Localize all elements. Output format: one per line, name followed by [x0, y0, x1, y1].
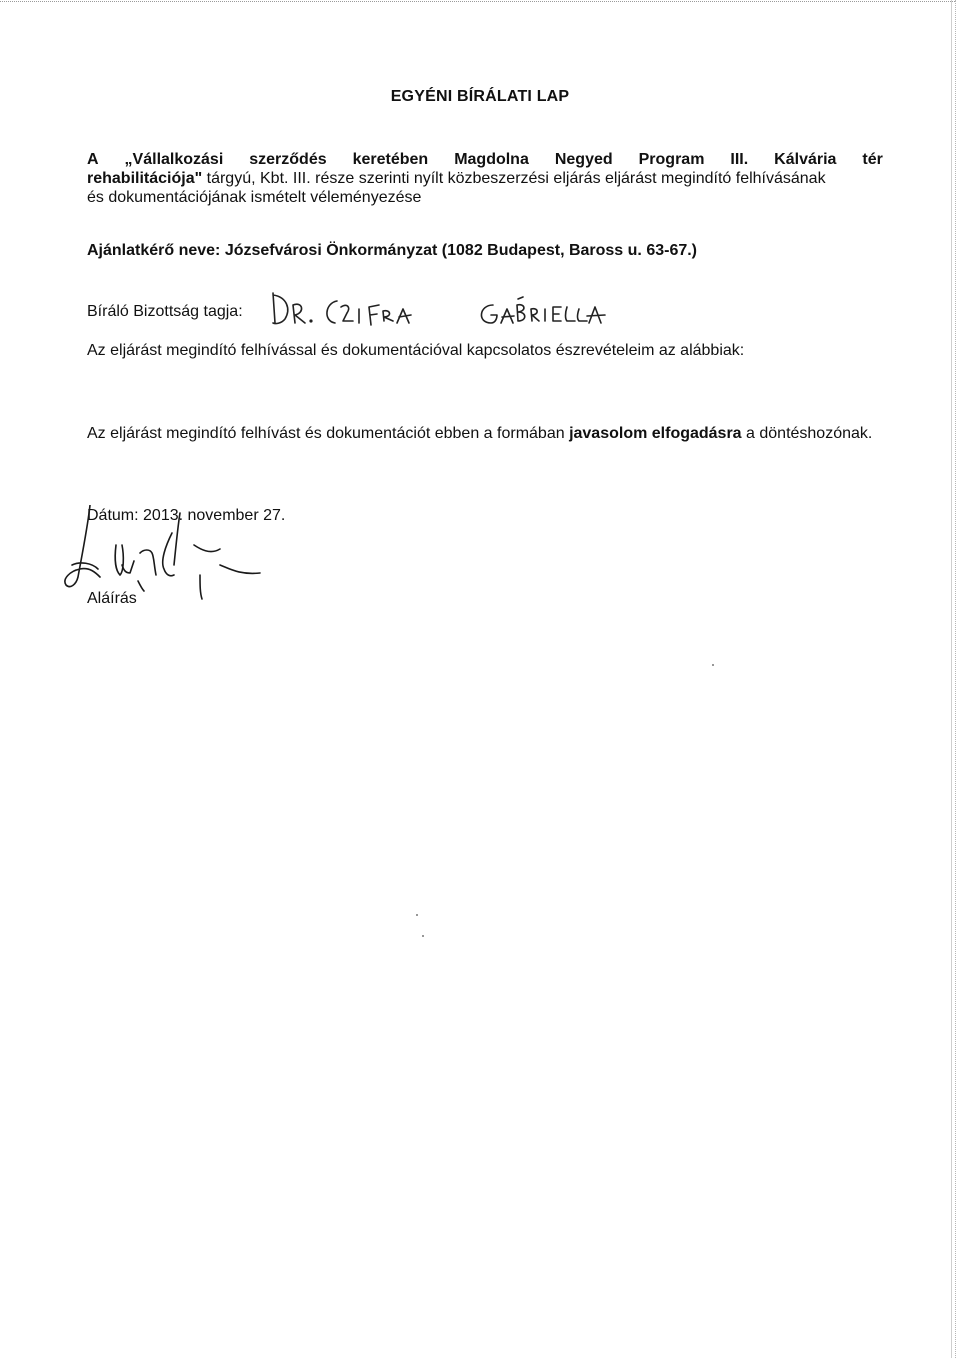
intro-word: Program: [638, 151, 705, 168]
intro-word: tér: [862, 151, 883, 168]
intro-paragraph: [87, 150, 883, 207]
signature-label: Aláírás: [87, 590, 137, 607]
intro-line-1: [87, 150, 883, 169]
reviewer-label: Bíráló Bizottság tagja:: [87, 303, 243, 320]
recommendation-text-1: Az eljárást megindító felhívást és dokumentációt ebben a formában: [87, 425, 570, 442]
intro-word: „Vállalkozási: [124, 151, 224, 168]
intro-word: szerződés: [249, 151, 327, 168]
remarks-intro: Az eljárást megindító felhívással és dokumentációval kapcsolatos észrevételeim az alábbiak:: [87, 342, 745, 359]
intro-word: keretében: [352, 151, 429, 168]
intro-word: Negyed: [554, 151, 613, 168]
scan-speck: [416, 914, 418, 916]
recommendation-text-2: a döntéshozónak.: [741, 425, 873, 442]
intro-word: III.: [730, 151, 749, 168]
intro-word: A: [87, 151, 99, 168]
intro-word: Magdolna: [454, 151, 529, 168]
scan-edge-right-dots: [955, 0, 956, 1358]
reviewer-handwritten-name: [265, 283, 665, 333]
intro-line-3: és dokumentációjának ismételt véleményezése: [87, 189, 422, 206]
scan-edge-right: [951, 0, 952, 1358]
scan-edge-top: [0, 1, 955, 2]
recommendation-bold: javasolom elfogadásra: [569, 425, 742, 442]
scan-speck: [712, 664, 714, 666]
intro-line-2-rest: tárgyú, Kbt. III. része szerinti nyílt közbeszerzési eljárás eljárást megindító felhívásának: [202, 170, 826, 187]
requester-line: Ajánlatkérő neve: Józsefvárosi Önkormányzat (1082 Budapest, Baross u. 63-67.): [87, 242, 698, 259]
intro-line-2: [87, 169, 883, 188]
scan-speck: [422, 935, 424, 937]
recommendation-paragraph: [87, 424, 883, 443]
intro-line-2-bold: rehabilitációja": [87, 170, 203, 187]
intro-word: Kálvária: [774, 151, 837, 168]
document-title: EGYÉNI BÍRÁLATI LAP: [390, 88, 570, 105]
date-line: Dátum: 2013. november 27.: [87, 507, 286, 524]
